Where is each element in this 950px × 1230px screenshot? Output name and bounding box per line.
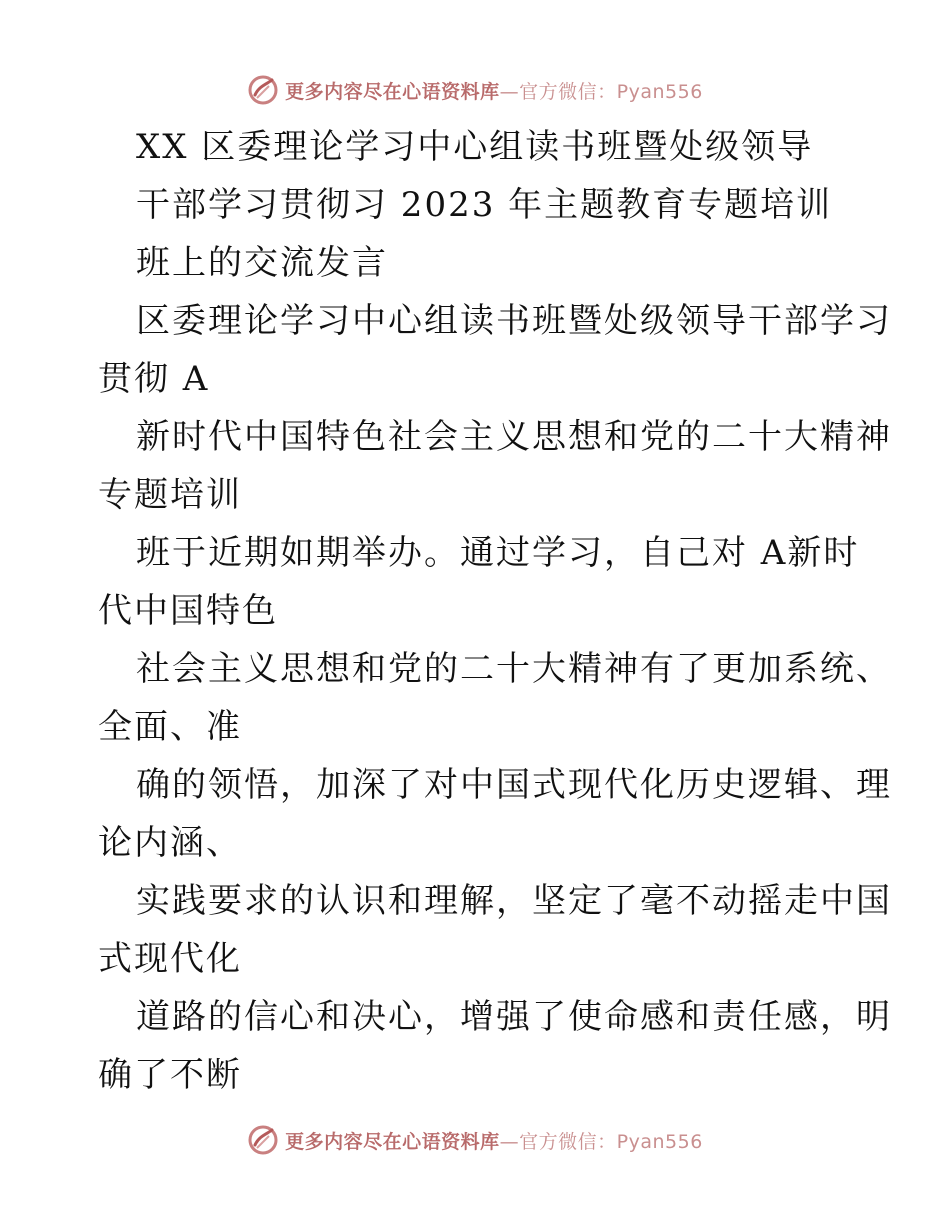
- text-line: 班于近期如期举办。通过学习，自己对 A新时: [136, 533, 860, 573]
- text-line: 贯彻 A: [98, 359, 210, 399]
- header-watermark-banner: [0, 70, 950, 110]
- text-line: 专题培训: [98, 475, 242, 515]
- brand-logo-icon: [247, 1124, 279, 1156]
- brand-logo-icon: [247, 74, 279, 106]
- text-line: 社会主义思想和党的二十大精神有了更加系统、: [136, 649, 892, 689]
- text-line: 论内涵、: [98, 823, 242, 863]
- footer-watermark-banner: [0, 1120, 950, 1160]
- text-line: 干部学习贯彻习 2023 年主题教育专题培训: [136, 185, 833, 225]
- document-body: [98, 118, 892, 1104]
- text-line: 实践要求的认识和理解，坚定了毫不动摇走中国: [136, 881, 892, 921]
- banner-text: 更多内容尽在心语资料库—官方微信：Pyan556: [285, 80, 703, 103]
- text-line: 代中国特色: [98, 591, 278, 631]
- text-line: 确了不断: [98, 1055, 242, 1095]
- text-line: 全面、准: [98, 707, 242, 747]
- text-line: 道路的信心和决心，增强了使命感和责任感，明: [136, 997, 892, 1037]
- text-line: 式现代化: [98, 939, 242, 979]
- banner-text: 更多内容尽在心语资料库—官方微信：Pyan556: [285, 1130, 703, 1153]
- text-line: 确的领悟，加深了对中国式现代化历史逻辑、理: [136, 765, 892, 805]
- text-line: XX 区委理论学习中心组读书班暨处级领导: [136, 127, 814, 167]
- text-line: 区委理论学习中心组读书班暨处级领导干部学习: [136, 301, 892, 341]
- text-line: 班上的交流发言: [136, 243, 388, 283]
- text-line: 新时代中国特色社会主义思想和党的二十大精神: [136, 417, 892, 457]
